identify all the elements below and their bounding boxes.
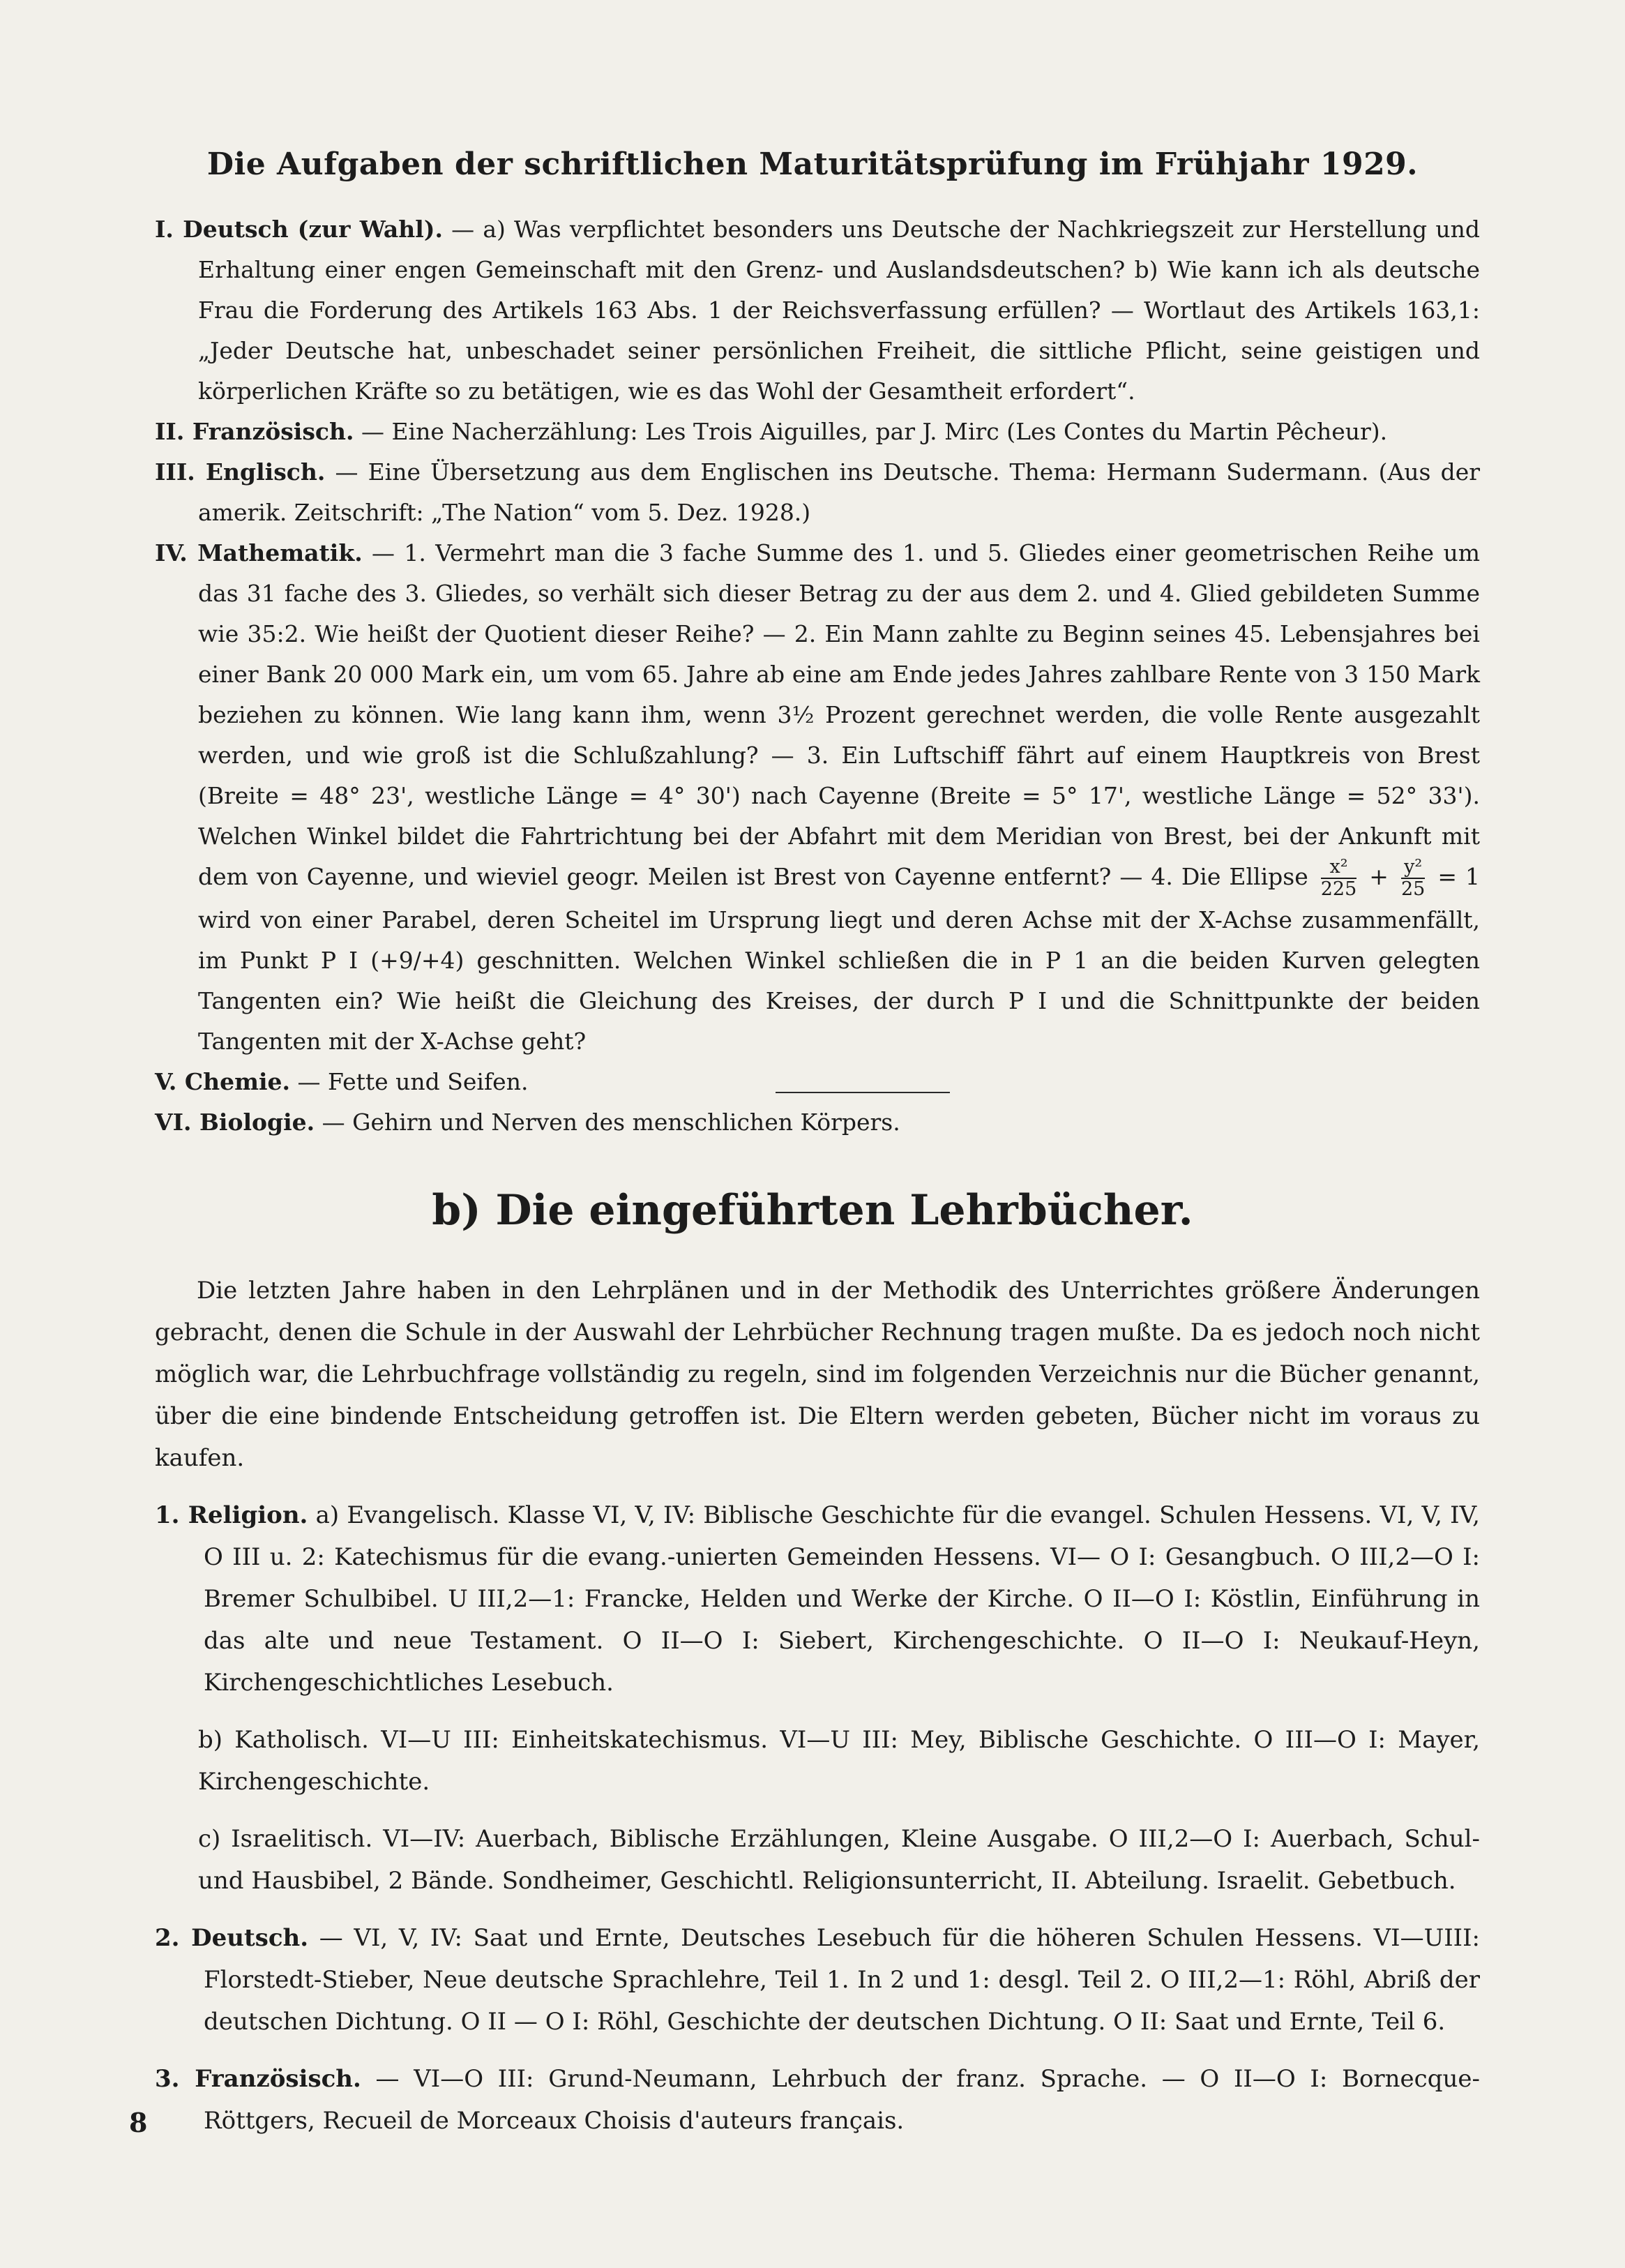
exam-engl-label: III. Englisch. — [155, 458, 326, 486]
textbooks-section — [155, 1270, 1480, 2142]
textbooks-intro: Die letzten Jahre haben in den Lehrplänen und in der Methodik des Unterrichtes größere Änderungen gebracht, denen die Schule in der Auswahl der Lehrbücher Rechnung tragen mußte. Da es jedoch noch nicht möglich war, die Lehrbuchfrage vollständig zu regeln, sind im folgenden Verzeichnis nur die Bücher genannt, über die eine bindende Entscheidung getroffen ist. Die Eltern werden gebeten, Bücher nicht im voraus zu kaufen. — [155, 1277, 1480, 1472]
ellipse-fraction-x — [1321, 857, 1357, 900]
exam-bio-text: — Gehirn und Nerven des menschlichen Körpers. — [315, 1109, 900, 1136]
books-religion-israelitisch: c) Israelitisch. VI—IV: Auerbach, Biblische Erzählungen, Kleine Ausgabe. O III,2—O I: Auerbach, Schul- und Hausbibel, 2 Bände. Sondheimer, Geschichtl. Religionsunterricht, II. Abteilung. Israelit. Gebetbuch. — [198, 1825, 1480, 1895]
exam-bio — [155, 1102, 1480, 1143]
page-title: Die Aufgaben der schriftlichen Maturitätsprüfung im Frühjahr 1929. — [206, 147, 1419, 182]
exam-chem-text: — Fette und Seifen. — [290, 1068, 529, 1095]
books-deutsch — [155, 1917, 1480, 2043]
plus-sign: + — [1361, 863, 1397, 890]
books-franz — [155, 2058, 1480, 2142]
books-franz-text: — VI—O III: Grund-Neumann, Lehrbuch der franz. Sprache. — O II—O I: Bornecque-Röttgers, Recueil de Morceaux Choisis d'auteurs français. — [204, 2065, 1480, 2135]
exam-franz-text: — Eine Nacherzählung: Les Trois Aiguilles, par J. Mirc (Les Contes du Martin Pêcheur). — [354, 418, 1388, 445]
exam-math — [155, 533, 1480, 1062]
exam-bio-label: VI. Biologie. — [155, 1109, 315, 1136]
exam-deutsch — [155, 209, 1480, 412]
books-franz-label: 3. Französisch. — [155, 2065, 361, 2093]
fraction-x-numerator: x² — [1321, 857, 1357, 879]
page-number: 8 — [129, 2107, 148, 2138]
books-deutsch-text: — VI, V, IV: Saat und Ernte, Deutsches Lesebuch für die höheren Schulen Hessens. VI—UIII: Florstedt-Stieber, Neue deutsche Sprachlehre, Teil 1. In 2 und 1: desgl. Teil 2. O III,2—1: Röhl, Abriß der deutschen Dichtung. O II — O I: Röhl, Geschichte der deutschen Dichtung. O II: Saat und Ernte, Teil 6. — [204, 1924, 1480, 2036]
exam-deutsch-label: I. Deutsch (zur Wahl). — [155, 216, 443, 243]
ellipse-fraction-y — [1401, 857, 1425, 900]
exam-chem — [155, 1062, 1480, 1102]
exam-math-text-2: = 1 wird von einer Parabel, deren Scheitel im Ursprung liegt und deren Achse mit der X-Achse zusammenfällt, im Punkt P I (+9/+4) geschnitten. Welchen Winkel schließen die in P 1 an die beiden Kurven gelegten Tangenten ein? Wie heißt die Gleichung des Kreises, der durch P I und die Schnittpunkte der beiden Tangenten mit der X-Achse geht? — [198, 863, 1480, 1055]
fraction-x-denominator: 225 — [1320, 878, 1357, 900]
exam-franz-label: II. Französisch. — [155, 418, 354, 445]
books-religion-evangelisch: a) Evangelisch. Klasse VI, V, IV: Biblische Geschichte für die evangel. Schulen Hessens. VI, V, IV, O III u. 2: Katechismus für die evang.-unierten Gemeinden Hessens. VI— O I: Gesangbuch. O III,2—O I: Bremer Schulbibel. U III,2—1: Francke, Helden und Werke der Kirche. O II—O I: Köstlin, Einführung in das alte und neue Testament. O II—O I: Siebert, Kirchengeschichte. O II—O I: Neukauf-Heyn, Kirchengeschichtliches Lesebuch. — [204, 1501, 1480, 1697]
fraction-y-denominator: 25 — [1400, 878, 1426, 900]
exam-math-text-1: — 1. Vermehrt man die 3 fache Summe des 1. und 5. Gliedes einer geometrischen Reihe um das 31 fache des 3. Gliedes, so verhält sich dieser Betrag zu der aus dem 2. und 4. Glied gebildeten Summe wie 35:2. Wie heißt der Quotient dieser Reihe? — 2. Ein Mann zahlte zu Beginn seines 45. Lebensjahres bei einer Bank 20 000 Mark ein, um vom 65. Jahre ab eine am Ende jedes Jahres zahlbare Rente von 3 150 Mark beziehen zu können. Wie lang kann ihm, wenn 3½ Prozent gerechnet werden, die volle Rente ausgezahlt werden, und wie groß ist die Schlußzahlung? — 3. Ein Luftschiff fährt auf einem Hauptkreis von Brest (Breite = 48° 23', westliche Länge = 4° 30') nach Cayenne (Breite = 5° 17', westliche Länge = 52° 33'). Welchen Winkel bildet die Fahrtrichtung bei der Abfahrt mit dem Meridian von Brest, bei der Ankunft mit dem von Cayenne, und wieviel geogr. Meilen ist Brest von Cayenne entfernt? — 4. Die Ellipse — [198, 539, 1480, 890]
exam-tasks — [155, 209, 1480, 1143]
exam-engl — [155, 452, 1480, 533]
exam-deutsch-text: — a) Was verpflichtet besonders uns Deutsche der Nachkriegszeit zur Herstellung und Erhaltung einer engen Gemeinschaft mit den Grenz- und Auslandsdeutschen? b) Wie kann ich als deutsche Frau die Forderung des Artikels 163 Abs. 1 der Reichsverfassung erfüllen? — Wortlaut des Artikels 163,1: „Jeder Deutsche hat, unbeschadet seiner persönlichen Freiheit, die sittliche Pflicht, seine geistigen und körperlichen Kräfte so zu betätigen, wie es das Wohl der Gesamtheit erfordert“. — [198, 216, 1480, 405]
section-heading-lehrbuecher: b) Die eingeführten Lehrbücher. — [432, 1186, 1193, 1235]
books-deutsch-label: 2. Deutsch. — [155, 1924, 309, 1952]
exam-chem-label: V. Chemie. — [155, 1068, 291, 1095]
fraction-y-numerator: y² — [1401, 857, 1425, 879]
exam-math-label: IV. Mathematik. — [155, 539, 363, 566]
books-religion — [155, 1494, 1480, 1704]
books-religion-katholisch: b) Katholisch. VI—U III: Einheitskatechismus. VI—U III: Mey, Biblische Geschichte. O III—O I: Mayer, Kirchengeschichte. — [198, 1726, 1480, 1796]
exam-franz — [155, 412, 1480, 452]
exam-engl-text: — Eine Übersetzung aus dem Englischen ins Deutsche. Thema: Hermann Sudermann. (Aus der amerik. Zeitschrift: „The Nation“ vom 5. Dez. 1928.) — [198, 458, 1480, 526]
section-divider — [776, 1092, 950, 1093]
books-religion-label: 1. Religion. — [155, 1501, 308, 1529]
